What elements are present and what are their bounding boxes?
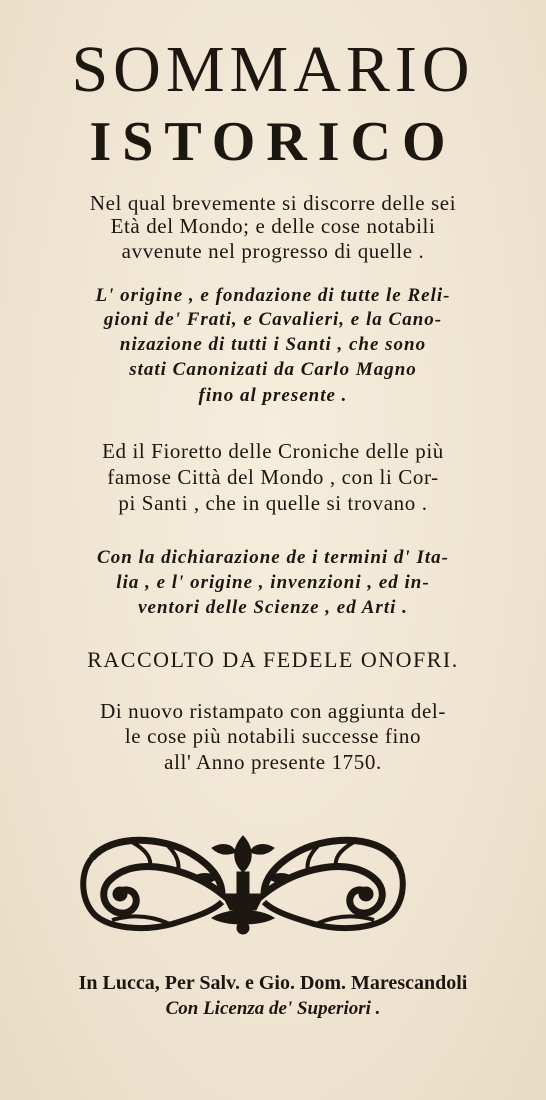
origins-line: fino al presente . xyxy=(198,385,348,406)
reprint-line: Di nuovo ristampato con aggiunta del- xyxy=(100,699,446,723)
description-line: Nel qual brevemente si discorre delle sei xyxy=(89,191,457,215)
fioretto-line: pi Santi , che in quelle si trovano . xyxy=(118,491,428,515)
reprint-line: le cose più notabili successe fino xyxy=(124,724,422,748)
origins-line: stati Canonizati da Carlo Magno xyxy=(129,359,417,380)
fioretto-line: famose Città del Mondo , con li Cor- xyxy=(107,465,439,489)
origins-line: L' origine , e fondazione di tutte le Reli- xyxy=(95,285,451,306)
description-line: avvenute nel progresso di quelle . xyxy=(121,239,425,263)
printer-ornament-icon xyxy=(72,828,414,938)
book-subtitle: ISTORICO xyxy=(89,111,457,173)
fioretto-line: Ed il Fioretto delle Croniche delle più xyxy=(102,439,444,463)
declaration-line: ventori delle Scienze , ed Arti . xyxy=(138,597,408,618)
declaration-line: Con la dichiarazione de i termini d' Ita- xyxy=(97,547,449,568)
reprint-line: all' Anno presente 1750. xyxy=(164,750,382,774)
license-line: Con Licenza de' Superiori . xyxy=(165,998,381,1019)
declaration-line: lia , e l' origine , invenzioni , ed in- xyxy=(116,572,430,593)
description-line: Età del Mondo; e delle cose notabili xyxy=(110,214,436,238)
compiler-line: RACCOLTO DA FEDELE ONOFRI. xyxy=(87,647,459,672)
origins-line: gioni de' Frati, e Cavalieri, e la Cano- xyxy=(103,309,443,330)
imprint-line: In Lucca, Per Salv. e Gio. Dom. Marescandoli xyxy=(78,972,468,994)
origins-line: nizazione di tutti i Santi , che sono xyxy=(119,334,427,355)
book-title: SOMMARIO xyxy=(71,33,475,106)
